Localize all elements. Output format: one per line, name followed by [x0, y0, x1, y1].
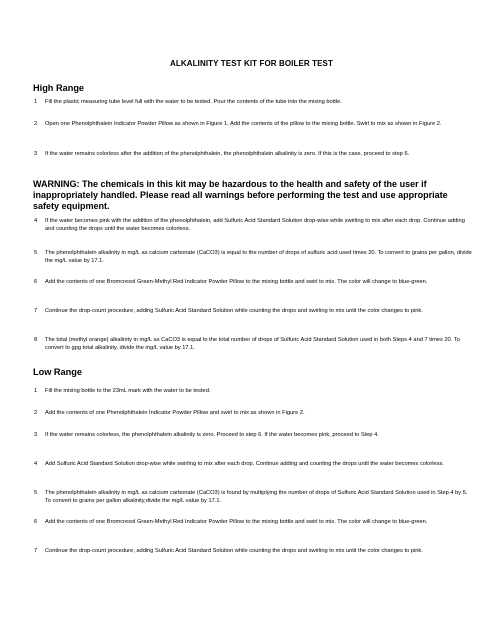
- step-number: 1: [34, 388, 38, 394]
- step-number: 2: [34, 121, 38, 127]
- step-text: The total (methyl orange) alkalinity in mg/L as CaCO3 is equal to the total number of drops of Sulfuric Acid Standard Solution used in both Steps 4 and 7 times 20. To convert to gpg total alkalinity, divide the mg/L value by 17.1.: [45, 337, 460, 352]
- low-range-step-5: [34, 489, 472, 506]
- low-range-step-7: [34, 547, 472, 555]
- low-range-step-1: [34, 387, 472, 395]
- step-number: 4: [34, 461, 38, 467]
- step-text: Continue the drop-count procedure, adding Sulfuric Acid Standard Solution while counting the drops and swirling to mix until the color changes to pink.: [45, 308, 423, 314]
- step-text: Add the contents of one Bromcresol Green-Methyl Red Indicator Powder Pillow to the mixing bottle and swirl to mix. The color will change to blue-green.: [45, 279, 428, 285]
- document-title: ALKALINITY TEST KIT FOR BOILER TEST: [170, 59, 333, 68]
- step-text: Add the contents of one Bromcresol Green-Methyl Red Indicator Powder Pillow to the mixing bottle and swirl to mix. The color will change to blue-green.: [45, 519, 428, 525]
- step-text: If the water remains colorless after the addition of the phenolphthalein, the phenolphthalein alkalinity is zero. If this is the case, proceed to step 6.: [45, 151, 410, 157]
- high-range-step-6: [34, 278, 472, 286]
- high-range-step-7: [34, 307, 472, 315]
- step-number: 3: [34, 432, 38, 438]
- step-text: Add Sulfuric Acid Standard Solution drop-wise while swirling to mix after each drop. Continue adding and counting the drops until the water becomes colorless.: [45, 461, 444, 467]
- low-range-heading: Low Range: [33, 367, 83, 377]
- step-text: Fill the plastic measuring tube level full with the water to be tested. Pour the contents of the tube into the mixing bottle.: [45, 99, 342, 105]
- step-number: 5: [34, 250, 38, 256]
- high-range-step-4: [34, 217, 472, 234]
- step-number: 6: [34, 519, 38, 525]
- high-range-step-1: [34, 98, 472, 106]
- step-text: Open one Phenolphthalein Indicator Powder Pillow as shown in Figure 1. Add the contents of the pillow to the mixing bottle. Swirl to mix as shown in Figure 2.: [45, 121, 442, 127]
- step-number: 3: [34, 151, 38, 157]
- high-range-heading: High Range: [33, 83, 85, 93]
- high-range-step-8: [34, 336, 472, 353]
- step-number: 4: [34, 218, 38, 224]
- low-range-step-2: [34, 409, 472, 417]
- step-number: 8: [34, 337, 38, 343]
- step-text: Fill the mixing bottle to the 23mL mark with the water to be tested.: [45, 388, 211, 394]
- high-range-step-2: [34, 120, 472, 128]
- step-number: 2: [34, 410, 38, 416]
- low-range-step-6: [34, 518, 472, 526]
- low-range-step-3: [34, 431, 472, 439]
- step-number: 7: [34, 548, 38, 554]
- step-text: Add the contents of one Phenolphthalein Indicator Powder Pillow and swirl to mix as shown in Figure 2.: [45, 410, 305, 416]
- high-range-step-3: [34, 150, 472, 158]
- step-number: 1: [34, 99, 38, 105]
- step-text: Continue the drop-count procedure, adding Sulfuric Acid Standard Solution while counting the drops and swirling to mix until the color changes to pink.: [45, 548, 423, 554]
- step-number: 5: [34, 490, 38, 496]
- step-number: 7: [34, 308, 38, 314]
- warning-notice: WARNING: The chemicals in this kit may be hazardous to the health and safety of the user if inappropriately handled. Please read all warnings before performing the test and use appropriate safety equipment.: [33, 179, 448, 211]
- high-range-step-5: [34, 249, 472, 266]
- step-text: The phenolphthalein alkalinity in mg/L as calcium carbonate (CaCO3) is found by multiplying the number of drops of Sulfuric Acid Standard Solution used in Step 4 by 5. To convert to grains per gallon alkalinity,divide the mg/L value by 17.1.: [45, 490, 468, 505]
- low-range-step-4: [34, 460, 472, 468]
- step-text: If the water becomes pink with the addition of the phenolphthalein, add Sulfuric Acid Standard Solution drop-wise while swirling to mix after each drop. Continue adding and counting the drops until the water becomes colorless.: [45, 218, 465, 233]
- step-text: If the water remains colorless, the phenolphthalein alkalinity is zero. Proceed to step 6. If the water becomes pink, proceed to Step 4.: [45, 432, 379, 438]
- step-number: 6: [34, 279, 38, 285]
- step-text: The phenolphthalein alkalinity in mg/L as calcium carbonate (CaCO3) is equal to the number of drops of sulfuric acid used times 20. To convert to grains per gallon, divide the mg/L value by 17.1.: [45, 250, 472, 265]
